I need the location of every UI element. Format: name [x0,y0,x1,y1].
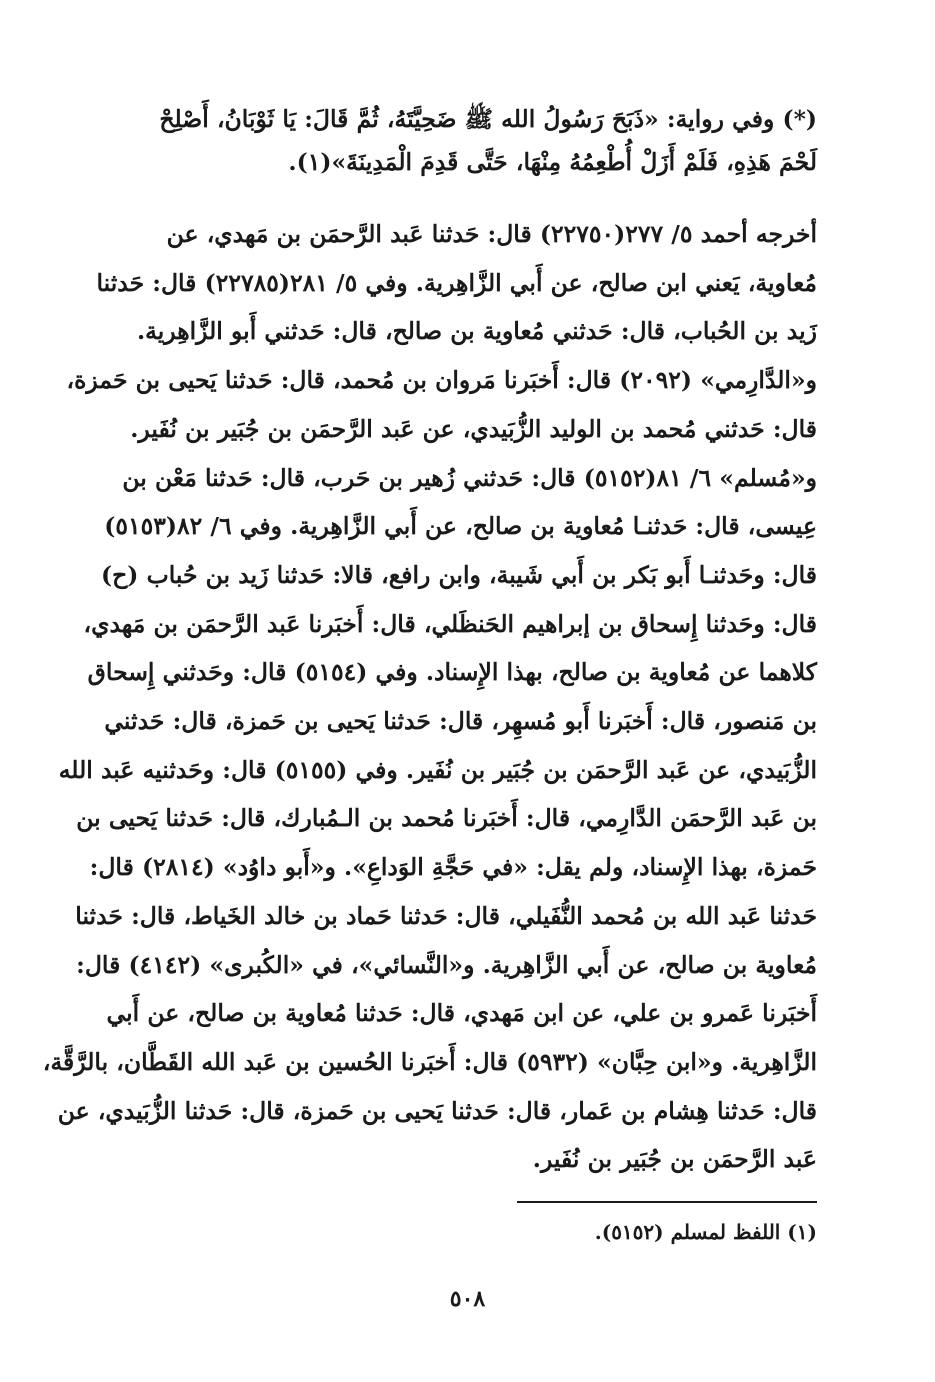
footnote: (١) اللفظ لمسلم (٥١٥٢). [594,1220,817,1244]
takhrij-line: و«الدَّارِمي» (٢٠٩٢) قال: أَخبَرنا مَروان بن مُحمد، قال: حَدثنا يَحيى بن حَمزة، [66,366,817,395]
takhrij-line: كلاهما عن مُعاوية بن صالح، بهذا الإِسناد. وفي (٥١٥٤) قال: وحَدثني إِسحاق [87,658,817,687]
takhrij-line: مُعاوية، يَعني ابن صالح، عن أَبي الزَّاهِرية. وفي ٥/ ٢٨١(٢٢٧٨٥) قال: حَدثنا [96,268,817,297]
narration-paragraph [117,98,817,184]
takhrij-line: عِيسى، قال: حَدثنـا مُعاوية بن صالح، عن أَبي الزَّاهِرية. وفي ٦/ ٨٢(٥١٥٣) [104,512,817,541]
takhrij-line: بن مَنصور، قال: أَخبَرنا أَبو مُسهِر، قال: حَدثنا يَحيى بن حَمزة، قال: حَدثني [104,707,817,736]
takhrij-line: أخرجه أحمد ٥/ ٢٧٧(٢٢٧٥٠) قال: حَدثنا عَبد الرَّحمَن بن مَهدي، عن [166,220,817,248]
takhrij-line: قال: حَدثنا هِشام بن عَمار، قال: حَدثنا يَحيى بن حَمزة، قال: حَدثنا الزُّبَيدي، عن [57,1096,817,1125]
takhrij-line: قال: حَدثني مُحمد بن الوليد الزُّبَيدي، عن عَبد الرَّحمَن بن جُبَير بن نُفَير. [130,414,817,443]
takhrij-line: أَخبَرنا عَمرو بن علي، عن ابن مَهدي، قال: حَدثنا مُعاوية بن صالح، عن أَبي [106,999,817,1028]
takhrij-line: زَيد بن الحُباب، قال: حَدثني مُعاوية بن صالح، قال: حَدثني أَبو الزَّاهِرية. [136,317,817,346]
takhrij-line: عَبد الرَّحمَن بن جُبَير بن نُفَير. [532,1145,817,1174]
takhrij-line: و«مُسلم» ٦/ ٨١(٥١٥٢) قال: حَدثني زُهير بن حَرب، قال: حَدثنا مَعْن بن [122,463,817,492]
takhrij-line: قال: وحَدثنـا أَبو بَكر بن أَبي شَيبة، وابن رافع، قالا: حَدثنا زَيد بن حُباب (ح) [100,560,817,589]
takhrij-line: الزُّبَيدي، عن عَبد الرَّحمَن بن جُبَير بن نُفَير. وفي (٥١٥٥) قال: وحَدثنيه عَبد الله [58,755,817,784]
page-number: ٥٠٨ [449,1286,486,1312]
takhrij-line: قال: وحَدثنا إِسحاق بن إبراهيم الحَنظَلي، قال: أَخبَرنا عَبد الرَّحمَن بن مَهدي، [83,609,817,638]
takhrij-line: مُعاوية بن صالح، عن أَبي الزَّاهِرية. و«النَّسائي»، في «الكُبرى» (٤١٤٢) قال: [76,950,817,979]
takhrij-line: حَدثنا عَبد الله بن مُحمد النُّفَيلي، قال: حَدثنا حَماد بن خالد الخَياط، قال: حَدثنا [75,901,817,930]
takhrij-paragraph [42,210,817,1184]
footnote-divider [517,1201,817,1203]
takhrij-line: الزَّاهِرية. و«ابن حِبَّان» (٥٩٣٢) قال: أَخبَرنا الحُسين بن عَبد الله القَطَّان، بالرَّقَّة، [42,1047,817,1076]
narration-line: (*) وفي رواية: «ذَبَحَ رَسُولُ الله ﷺ ضَحِيَّتَهُ، ثُمَّ قَالَ: يَا ثَوْبَانُ، أَصْلِحْ [159,105,817,133]
takhrij-line: بن عَبد الرَّحمَن الدَّارِمي، قال: أَخبَرنا مُحمد بن الـمُبارك، قال: حَدثنا يَحيى بن [76,804,817,833]
takhrij-line: حَمزة، بهذا الإِسناد، ولم يقل: «في حَجَّةِ الوَداعِ». و«أَبو داوُد» (٢٨١٤) قال: [89,853,817,882]
narration-line: لَحْمَ هَذِهِ، فَلَمْ أَزَلْ أُطْعِمُهُ مِنْهَا، حَتَّى قَدِمَ الْمَدِينَةَ»(١). [288,148,817,176]
